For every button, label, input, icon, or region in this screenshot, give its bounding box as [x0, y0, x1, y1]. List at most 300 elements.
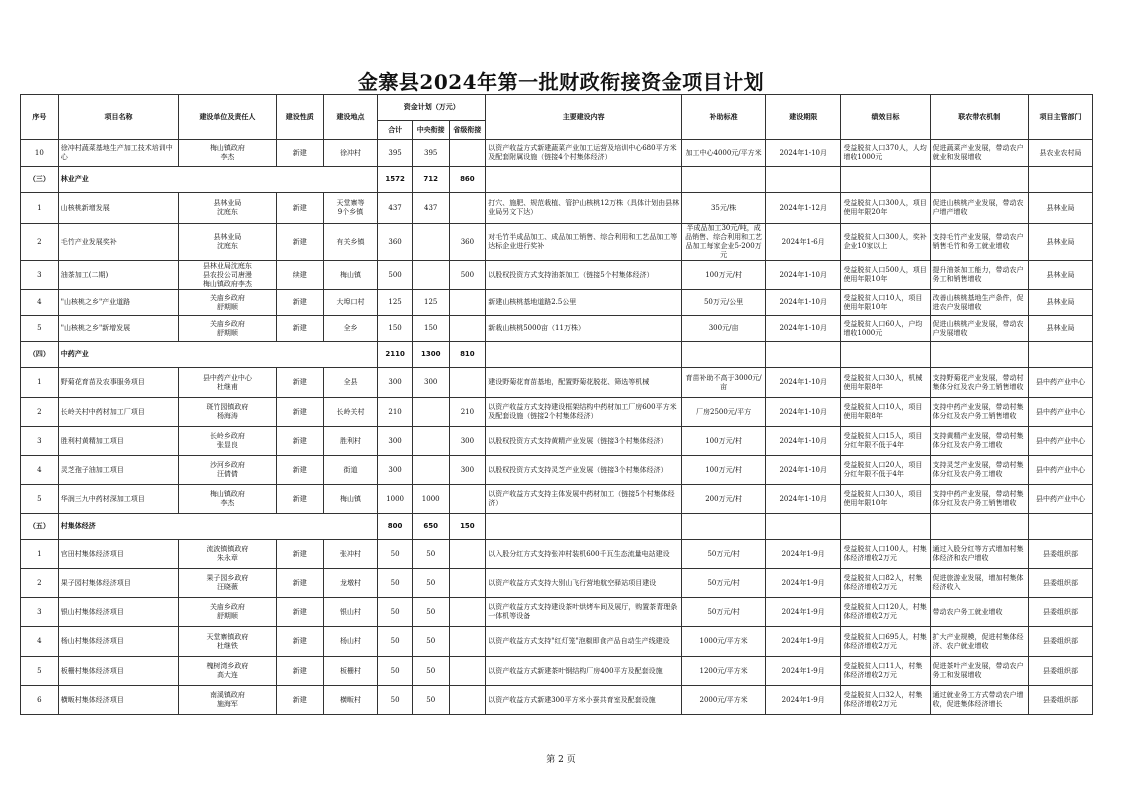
cell-content: 以资产收益方式支持建设茶叶烘烤车间及展厅，购置茶青理条一体机等设备 — [486, 598, 682, 627]
cell-nature: 新建 — [276, 316, 323, 342]
cell-mechanism: 促进旅游业发展，增加村集体经济收入 — [930, 569, 1029, 598]
cell-mechanism: 支持毛竹产业发展，带动农户销售毛竹和务工就业增收 — [930, 224, 1029, 261]
section-name: 林业产业 — [58, 167, 378, 193]
cell-mechanism: 通过入股分红等方式增加村集体经济和农户增收 — [930, 540, 1029, 569]
cell-department: 县林业局 — [1029, 193, 1093, 224]
cell-nature: 新建 — [276, 485, 323, 514]
cell-location: 徐冲村 — [323, 140, 377, 167]
cell-mechanism: 支持野菊花产业发展，带动村集体分红及农户务工销售增收 — [930, 368, 1029, 398]
cell-location: 胜利村 — [323, 427, 377, 456]
header-period: 建设期限 — [766, 95, 841, 140]
cell-unit: 关庙乡政府 舒期顺 — [179, 316, 276, 342]
cell-unit: 县林业局 沈庭东 — [179, 224, 276, 261]
cell-subsidy: 100万元/村 — [682, 261, 766, 290]
cell-central — [412, 224, 449, 261]
cell-total: 1000 — [378, 485, 413, 514]
cell-content: 以资产收益方式新建蔬菜产业加工运营及培训中心680平方米及配套附属设施（链接4个村集体经济） — [486, 140, 682, 167]
cell-provincial: 500 — [449, 261, 486, 290]
cell-central: 50 — [412, 540, 449, 569]
cell-department: 县中药产业中心 — [1029, 398, 1093, 427]
cell-department: 县委组织部 — [1029, 657, 1093, 686]
header-subsidy: 补助标准 — [682, 95, 766, 140]
header-mechanism: 联农带农机制 — [930, 95, 1029, 140]
cell-performance: 受益脱贫人口30人，机械使用年限8年 — [841, 368, 930, 398]
cell-name: 官田村集体经济项目 — [58, 540, 179, 569]
cell-department: 县委组织部 — [1029, 598, 1093, 627]
section-central: 650 — [412, 514, 449, 540]
cell-nature: 续建 — [276, 261, 323, 290]
cell-subsidy: 2000元/平方米 — [682, 686, 766, 715]
cell-nature: 新建 — [276, 569, 323, 598]
cell-location: 银山村 — [323, 598, 377, 627]
cell-subsidy: 育苗补助不高于3000元/亩 — [682, 368, 766, 398]
cell-name: 野菊花育苗及农事服务项目 — [58, 368, 179, 398]
cell-central: 125 — [412, 290, 449, 316]
cell-nature: 新建 — [276, 193, 323, 224]
cell-period: 2024年1-10月 — [766, 456, 841, 485]
cell-central — [412, 398, 449, 427]
cell-location: 长岭关村 — [323, 398, 377, 427]
empty-cell — [486, 167, 682, 193]
cell-performance: 受益脱贫人口370人，人均增收1000元 — [841, 140, 930, 167]
cell-department: 县林业局 — [1029, 316, 1093, 342]
empty-cell — [841, 514, 930, 540]
empty-cell — [841, 342, 930, 368]
cell-name: 徐冲村蔬菜基地生产加工技术培训中心 — [58, 140, 179, 167]
cell-period: 2024年1-9月 — [766, 598, 841, 627]
cell-subsidy: 100万元/村 — [682, 456, 766, 485]
cell-total: 360 — [378, 224, 413, 261]
header-unit: 建设单位及责任人 — [179, 95, 276, 140]
empty-cell — [682, 342, 766, 368]
cell-provincial — [449, 316, 486, 342]
cell-total: 50 — [378, 569, 413, 598]
table-row — [21, 627, 1093, 657]
cell-subsidy: 35元/株 — [682, 193, 766, 224]
cell-period: 2024年1-9月 — [766, 627, 841, 657]
table-row — [21, 427, 1093, 456]
cell-provincial — [449, 569, 486, 598]
cell-content: 对毛竹半成品加工、成品加工销售、综合利用和工艺品加工等达标企业进行奖补 — [486, 224, 682, 261]
empty-cell — [841, 167, 930, 193]
cell-seq: 4 — [21, 456, 59, 485]
cell-department: 县中药产业中心 — [1029, 427, 1093, 456]
cell-name: 银山村集体经济项目 — [58, 598, 179, 627]
cell-mechanism: 提升油茶加工能力，带动农户务工和销售增收 — [930, 261, 1029, 290]
cell-nature: 新建 — [276, 456, 323, 485]
cell-mechanism: 促进山核桃产业发展，带动农户增产增收 — [930, 193, 1029, 224]
cell-central: 50 — [412, 657, 449, 686]
cell-period: 2024年1-10月 — [766, 427, 841, 456]
cell-unit: 沙河乡政府 汪倩倩 — [179, 456, 276, 485]
cell-period: 2024年1-9月 — [766, 657, 841, 686]
cell-location: 大埠口村 — [323, 290, 377, 316]
cell-provincial — [449, 368, 486, 398]
cell-content: 以资产收益方式支持"红灯笼"泡椒即食产品自动生产线建设 — [486, 627, 682, 657]
section-seq: （五） — [21, 514, 59, 540]
table-row — [21, 398, 1093, 427]
page-number: 第 2 页 — [546, 755, 576, 765]
cell-nature: 新建 — [276, 540, 323, 569]
header-name: 项目名称 — [58, 95, 179, 140]
cell-period: 2024年1-10月 — [766, 398, 841, 427]
section-seq: （三） — [21, 167, 59, 193]
cell-total: 125 — [378, 290, 413, 316]
cell-subsidy: 300元/亩 — [682, 316, 766, 342]
table-row — [21, 540, 1093, 569]
project-plan-table — [20, 94, 1093, 715]
cell-name: 油茶加工(二期) — [58, 261, 179, 290]
table-row — [21, 485, 1093, 514]
cell-nature: 新建 — [276, 224, 323, 261]
cell-subsidy: 厂房2500元/平方 — [682, 398, 766, 427]
cell-total: 437 — [378, 193, 413, 224]
cell-content: 建设野菊花育苗基地，配置野菊花脱花、筛选等机械 — [486, 368, 682, 398]
cell-seq: 2 — [21, 224, 59, 261]
cell-nature: 新建 — [276, 686, 323, 715]
cell-provincial — [449, 290, 486, 316]
cell-total: 500 — [378, 261, 413, 290]
cell-mechanism: 扩大产业规模，促进村集体经济、农户就业增收 — [930, 627, 1029, 657]
cell-name: 毛竹产业发展奖补 — [58, 224, 179, 261]
cell-period: 2024年1-10月 — [766, 316, 841, 342]
section-total: 1572 — [378, 167, 413, 193]
cell-department: 县委组织部 — [1029, 540, 1093, 569]
cell-unit: 斑竹园镇政府 杨海涛 — [179, 398, 276, 427]
cell-subsidy: 50万元/村 — [682, 540, 766, 569]
cell-seq: 4 — [21, 627, 59, 657]
cell-location: 板栅村 — [323, 657, 377, 686]
cell-name: "山核桃之乡"产业道路 — [58, 290, 179, 316]
section-seq: （四） — [21, 342, 59, 368]
cell-subsidy: 1200元/平方米 — [682, 657, 766, 686]
cell-department: 县委组织部 — [1029, 686, 1093, 715]
section-total: 800 — [378, 514, 413, 540]
cell-period: 2024年1-9月 — [766, 569, 841, 598]
section-row — [21, 167, 1093, 193]
cell-unit: 天堂寨镇政府 杜继铁 — [179, 627, 276, 657]
cell-total: 50 — [378, 598, 413, 627]
cell-total: 50 — [378, 627, 413, 657]
empty-cell — [766, 514, 841, 540]
cell-total: 300 — [378, 456, 413, 485]
cell-period: 2024年1-6月 — [766, 224, 841, 261]
header-department: 项目主管部门 — [1029, 95, 1093, 140]
cell-department: 县委组织部 — [1029, 569, 1093, 598]
section-total: 2110 — [378, 342, 413, 368]
cell-period: 2024年1-10月 — [766, 485, 841, 514]
empty-cell — [682, 167, 766, 193]
cell-name: 灵芝孢子油加工项目 — [58, 456, 179, 485]
cell-content: 新建山核桃基地道路2.5公里 — [486, 290, 682, 316]
cell-performance: 受益脱贫人口300人，项目使用年限20年 — [841, 193, 930, 224]
table-row — [21, 686, 1093, 715]
header-performance: 绩效目标 — [841, 95, 930, 140]
cell-location: 全乡 — [323, 316, 377, 342]
cell-total: 300 — [378, 368, 413, 398]
cell-performance: 受益脱贫人口10人，项目使用年限8年 — [841, 398, 930, 427]
cell-performance: 受益脱贫人口695人，村集体经济增收2万元 — [841, 627, 930, 657]
cell-seq: 5 — [21, 485, 59, 514]
cell-content: 以资产收益方式新建300平方米小蚕共育室及配套设施 — [486, 686, 682, 715]
cell-seq: 5 — [21, 316, 59, 342]
empty-cell — [930, 167, 1029, 193]
section-provincial: 810 — [449, 342, 486, 368]
cell-mechanism: 带动农户务工就业增收 — [930, 598, 1029, 627]
cell-mechanism: 促进山核桃产业发展，带动农户发展增收 — [930, 316, 1029, 342]
section-name: 中药产业 — [58, 342, 378, 368]
empty-cell — [930, 342, 1029, 368]
cell-location: 张冲村 — [323, 540, 377, 569]
cell-subsidy: 100万元/村 — [682, 427, 766, 456]
cell-performance: 受益脱贫人口30人，项目使用年限10年 — [841, 485, 930, 514]
cell-seq: 6 — [21, 686, 59, 715]
cell-name: 华润三九中药材深加工项目 — [58, 485, 179, 514]
table-row — [21, 316, 1093, 342]
cell-department: 县中药产业中心 — [1029, 368, 1093, 398]
cell-subsidy: 半成品加工30元/吨，成品销售、综合利用和工艺品加工每家企业5-200万元 — [682, 224, 766, 261]
table-row — [21, 193, 1093, 224]
cell-provincial — [449, 598, 486, 627]
cell-unit: 梅山镇政府 李杰 — [179, 485, 276, 514]
cell-nature: 新建 — [276, 368, 323, 398]
cell-unit: 关庙乡政府 舒期顺 — [179, 290, 276, 316]
cell-provincial — [449, 485, 486, 514]
section-row — [21, 342, 1093, 368]
cell-content: 以资产收益方式支持大别山飞行营地航空驿站项目建设 — [486, 569, 682, 598]
header-location: 建设地点 — [323, 95, 377, 140]
cell-performance: 受益脱贫人口32人，村集体经济增收2万元 — [841, 686, 930, 715]
cell-location: 杨山村 — [323, 627, 377, 657]
cell-central: 50 — [412, 569, 449, 598]
cell-unit: 梅山镇政府 李杰 — [179, 140, 276, 167]
cell-subsidy: 200万元/村 — [682, 485, 766, 514]
table-row — [21, 456, 1093, 485]
table-row — [21, 224, 1093, 261]
cell-seq: 2 — [21, 569, 59, 598]
cell-provincial: 210 — [449, 398, 486, 427]
cell-location: 梅山镇 — [323, 261, 377, 290]
section-provincial: 150 — [449, 514, 486, 540]
page-title: 金寨县2024年第一批财政衔接资金项目计划 — [357, 70, 765, 94]
cell-performance: 受益脱贫人口100人，村集体经济增收2万元 — [841, 540, 930, 569]
cell-period: 2024年1-12月 — [766, 193, 841, 224]
cell-performance: 受益脱贫人口60人，户均增收1000元 — [841, 316, 930, 342]
cell-subsidy: 50万元/公里 — [682, 290, 766, 316]
cell-period: 2024年1-10月 — [766, 140, 841, 167]
cell-central: 300 — [412, 368, 449, 398]
empty-cell — [766, 167, 841, 193]
cell-nature: 新建 — [276, 140, 323, 167]
empty-cell — [1029, 342, 1093, 368]
cell-unit: 关庙乡政府 舒期顺 — [179, 598, 276, 627]
cell-unit: 县中药产业中心 杜继甫 — [179, 368, 276, 398]
table-body — [21, 140, 1093, 715]
cell-nature: 新建 — [276, 657, 323, 686]
cell-name: 胜利村黄精加工项目 — [58, 427, 179, 456]
cell-seq: 4 — [21, 290, 59, 316]
cell-central: 50 — [412, 686, 449, 715]
header-nature: 建设性质 — [276, 95, 323, 140]
cell-department: 县林业局 — [1029, 261, 1093, 290]
cell-mechanism: 改善山核桃基地生产条件，促进农户发展增收 — [930, 290, 1029, 316]
cell-mechanism: 通过就业务工方式带动农户增收，促进集体经济增长 — [930, 686, 1029, 715]
section-central: 712 — [412, 167, 449, 193]
cell-unit: 果子园乡政府 汪晓薇 — [179, 569, 276, 598]
empty-cell — [682, 514, 766, 540]
cell-provincial: 300 — [449, 456, 486, 485]
cell-provincial — [449, 140, 486, 167]
cell-location: 天堂寨等 9个乡镇 — [323, 193, 377, 224]
cell-location: 街道 — [323, 456, 377, 485]
cell-content: 以资产收益方式支持建设框架结构中药材加工厂房600平方米及配套设施（链接2个村集体经济） — [486, 398, 682, 427]
cell-seq: 2 — [21, 398, 59, 427]
cell-performance: 受益脱贫人口500人，项目使用年限10年 — [841, 261, 930, 290]
cell-name: 横畈村集体经济项目 — [58, 686, 179, 715]
cell-unit: 槐树湾乡政府 高大连 — [179, 657, 276, 686]
header-total: 合计 — [378, 121, 413, 140]
cell-period: 2024年1-10月 — [766, 261, 841, 290]
cell-nature: 新建 — [276, 598, 323, 627]
cell-unit: 流波镇镇政府 朱永章 — [179, 540, 276, 569]
cell-name: "山核桃之乡"新增发展 — [58, 316, 179, 342]
cell-location: 有关乡镇 — [323, 224, 377, 261]
cell-performance: 受益脱贫人口15人，项目分红年限不低于4年 — [841, 427, 930, 456]
table-row — [21, 261, 1093, 290]
cell-performance: 受益脱贫人口120人，村集体经济增收2万元 — [841, 598, 930, 627]
header-content: 主要建设内容 — [486, 95, 682, 140]
cell-central — [412, 456, 449, 485]
table-row — [21, 290, 1093, 316]
cell-period: 2024年1-9月 — [766, 540, 841, 569]
cell-name: 山核桃新增发展 — [58, 193, 179, 224]
section-name: 村集体经济 — [58, 514, 378, 540]
header-provincial: 省级衔接 — [449, 121, 486, 140]
cell-period: 2024年1-10月 — [766, 368, 841, 398]
empty-cell — [486, 342, 682, 368]
cell-name: 杨山村集体经济项目 — [58, 627, 179, 657]
cell-total: 395 — [378, 140, 413, 167]
cell-mechanism: 促进蔬菜产业发展，带动农户就业和发展增收 — [930, 140, 1029, 167]
cell-department: 县林业局 — [1029, 224, 1093, 261]
header-fund-plan: 资金计划（万元） — [378, 95, 486, 121]
cell-period: 2024年1-9月 — [766, 686, 841, 715]
cell-name: 长岭关村中药材加工厂项目 — [58, 398, 179, 427]
cell-content: 以入股分红方式支持张冲村装机600千瓦生态流量电站建设 — [486, 540, 682, 569]
cell-provincial — [449, 657, 486, 686]
cell-performance: 受益脱贫人口82人，村集体经济增收2万元 — [841, 569, 930, 598]
cell-content: 以股权投资方式支持油茶加工（链接5个村集体经济） — [486, 261, 682, 290]
cell-name: 板栅村集体经济项目 — [58, 657, 179, 686]
empty-cell — [930, 514, 1029, 540]
cell-name: 果子园村集体经济项目 — [58, 569, 179, 598]
empty-cell — [486, 514, 682, 540]
table-row — [21, 598, 1093, 627]
cell-provincial — [449, 540, 486, 569]
section-central: 1300 — [412, 342, 449, 368]
empty-cell — [766, 342, 841, 368]
cell-subsidy: 50万元/村 — [682, 569, 766, 598]
cell-provincial — [449, 686, 486, 715]
cell-central: 437 — [412, 193, 449, 224]
cell-central: 50 — [412, 598, 449, 627]
empty-cell — [1029, 167, 1093, 193]
cell-performance: 受益脱贫人口20人，项目分红年限不低于4年 — [841, 456, 930, 485]
table-row — [21, 569, 1093, 598]
cell-content: 以资产收益方式支持主体发展中药材加工（链接5个村集体经济） — [486, 485, 682, 514]
cell-seq: 1 — [21, 193, 59, 224]
cell-total: 50 — [378, 540, 413, 569]
cell-mechanism: 促进茶叶产业发展，带动农户务工和发展增收 — [930, 657, 1029, 686]
cell-content: 以股权投资方式支持黄精产业发展（链接3个村集体经济） — [486, 427, 682, 456]
cell-department: 县中药产业中心 — [1029, 485, 1093, 514]
cell-nature: 新建 — [276, 427, 323, 456]
cell-total: 210 — [378, 398, 413, 427]
empty-cell — [1029, 514, 1093, 540]
cell-location: 龙墩村 — [323, 569, 377, 598]
cell-seq: 3 — [21, 598, 59, 627]
header-central: 中央衔接 — [412, 121, 449, 140]
cell-nature: 新建 — [276, 627, 323, 657]
cell-provincial — [449, 193, 486, 224]
cell-nature: 新建 — [276, 290, 323, 316]
cell-performance: 受益脱贫人口300人，奖补企业10家以上 — [841, 224, 930, 261]
cell-subsidy: 加工中心4000元/平方米 — [682, 140, 766, 167]
header-seq: 序号 — [21, 95, 59, 140]
table-row — [21, 657, 1093, 686]
cell-location: 梅山镇 — [323, 485, 377, 514]
cell-seq: 1 — [21, 368, 59, 398]
cell-content: 以资产收益方式新建茶叶钢结构厂房400平方及配套设施 — [486, 657, 682, 686]
section-provincial: 860 — [449, 167, 486, 193]
cell-total: 300 — [378, 427, 413, 456]
cell-seq: 5 — [21, 657, 59, 686]
cell-central: 150 — [412, 316, 449, 342]
cell-unit: 县林业局 沈庭东 — [179, 193, 276, 224]
cell-mechanism: 支持灵芝产业发展，带动村集体分红及农户务工增收 — [930, 456, 1029, 485]
cell-department: 县委组织部 — [1029, 627, 1093, 657]
table-row — [21, 140, 1093, 167]
cell-total: 50 — [378, 686, 413, 715]
cell-nature: 新建 — [276, 398, 323, 427]
table-row — [21, 368, 1093, 398]
cell-total: 50 — [378, 657, 413, 686]
cell-unit: 县林业局沈庭东 县农投公司唐漫 梅山镇政府李杰 — [179, 261, 276, 290]
cell-seq: 1 — [21, 540, 59, 569]
cell-performance: 受益脱贫人口10人，项目使用年限10年 — [841, 290, 930, 316]
cell-provincial: 300 — [449, 427, 486, 456]
cell-central — [412, 261, 449, 290]
cell-total: 150 — [378, 316, 413, 342]
cell-department: 县农业农村局 — [1029, 140, 1093, 167]
cell-mechanism: 支持中药产业发展，带动村集体分红及农户务工销售增收 — [930, 398, 1029, 427]
cell-department: 县林业局 — [1029, 290, 1093, 316]
cell-content: 新栽山核桃5000亩（11万株） — [486, 316, 682, 342]
cell-seq: 3 — [21, 261, 59, 290]
cell-provincial: 360 — [449, 224, 486, 261]
cell-central — [412, 427, 449, 456]
cell-provincial — [449, 627, 486, 657]
cell-content: 打穴、施肥、规范栽植、管护山核桃12万株（具体计划由县林业局另文下达） — [486, 193, 682, 224]
cell-central: 395 — [412, 140, 449, 167]
cell-subsidy: 1000元/平方米 — [682, 627, 766, 657]
cell-location: 横畈村 — [323, 686, 377, 715]
cell-content: 以股权投资方式支持灵芝产业发展（链接3个村集体经济） — [486, 456, 682, 485]
cell-department: 县中药产业中心 — [1029, 456, 1093, 485]
cell-period: 2024年1-10月 — [766, 290, 841, 316]
cell-location: 全县 — [323, 368, 377, 398]
cell-performance: 受益脱贫人口11人，村集体经济增收2万元 — [841, 657, 930, 686]
